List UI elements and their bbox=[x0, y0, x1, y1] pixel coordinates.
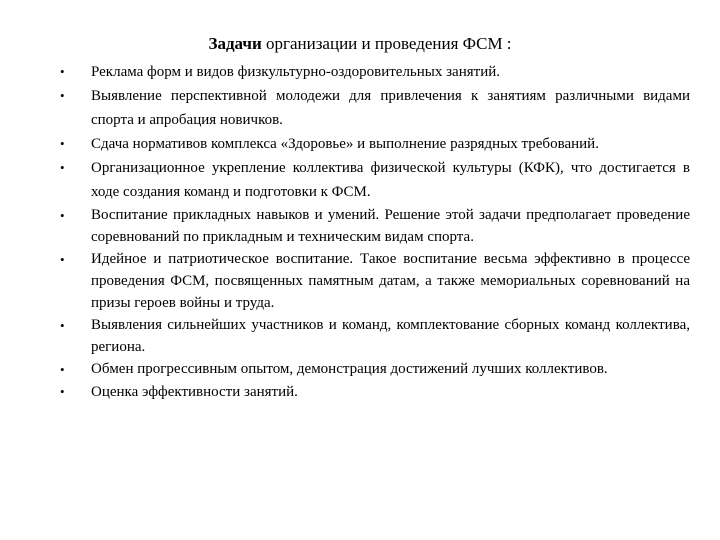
title-rest: организации и проведения ФСМ : bbox=[261, 34, 512, 53]
task-list bbox=[0, 60, 690, 404]
list-item bbox=[0, 156, 690, 204]
bullet-icon: • bbox=[60, 160, 65, 175]
list-item-text: Выявления сильнейших участников и команд, комплектование сборных команд коллектива, региона. bbox=[91, 317, 690, 355]
list-item-text: Выявление перспективной молодежи для привлечения к занятиям различными видами спорта и апробация новичков. bbox=[91, 88, 690, 128]
bullet-icon: • bbox=[60, 318, 65, 333]
list-item-text: Сдача нормативов комплекса «Здоровье» и выполнение разрядных требований. bbox=[91, 136, 599, 152]
list-item-text: Обмен прогрессивным опытом, демонстрация достижений лучших коллективов. bbox=[91, 361, 608, 377]
list-item bbox=[0, 314, 690, 358]
list-item bbox=[0, 380, 690, 404]
list-item bbox=[0, 204, 690, 248]
slide-title bbox=[0, 33, 720, 55]
list-item bbox=[0, 60, 690, 84]
bullet-icon: • bbox=[60, 362, 65, 377]
bullet-icon: • bbox=[60, 136, 65, 151]
bullet-icon: • bbox=[60, 252, 65, 267]
list-item bbox=[0, 132, 690, 156]
title-bold-word: Задачи bbox=[208, 34, 262, 53]
bullet-icon: • bbox=[60, 88, 65, 103]
list-item bbox=[0, 248, 690, 314]
list-item bbox=[0, 358, 690, 380]
list-item-text: Оценка эффективности занятий. bbox=[91, 384, 298, 400]
bullet-icon: • bbox=[60, 208, 65, 223]
bullet-icon: • bbox=[60, 64, 65, 79]
list-item-text: Организационное укрепление коллектива физической культуры (КФК), что достигается в ходе создания команд и подготовки к ФСМ. bbox=[91, 160, 690, 200]
list-item-text: Реклама форм и видов физкультурно-оздоровительных занятий. bbox=[91, 64, 500, 80]
list-item-text: Воспитание прикладных навыков и умений. Решение этой задачи предполагает проведение соревнований по прикладным и техническим видам спорта. bbox=[91, 207, 690, 245]
list-item bbox=[0, 84, 690, 132]
list-item-text: Идейное и патриотическое воспитание. Такое воспитание весьма эффективно в процессе проведения ФСМ, посвященных памятным датам, а также мемориальных соревнований на призы героев войны и труда. bbox=[91, 251, 690, 311]
bullet-icon: • bbox=[60, 384, 65, 399]
